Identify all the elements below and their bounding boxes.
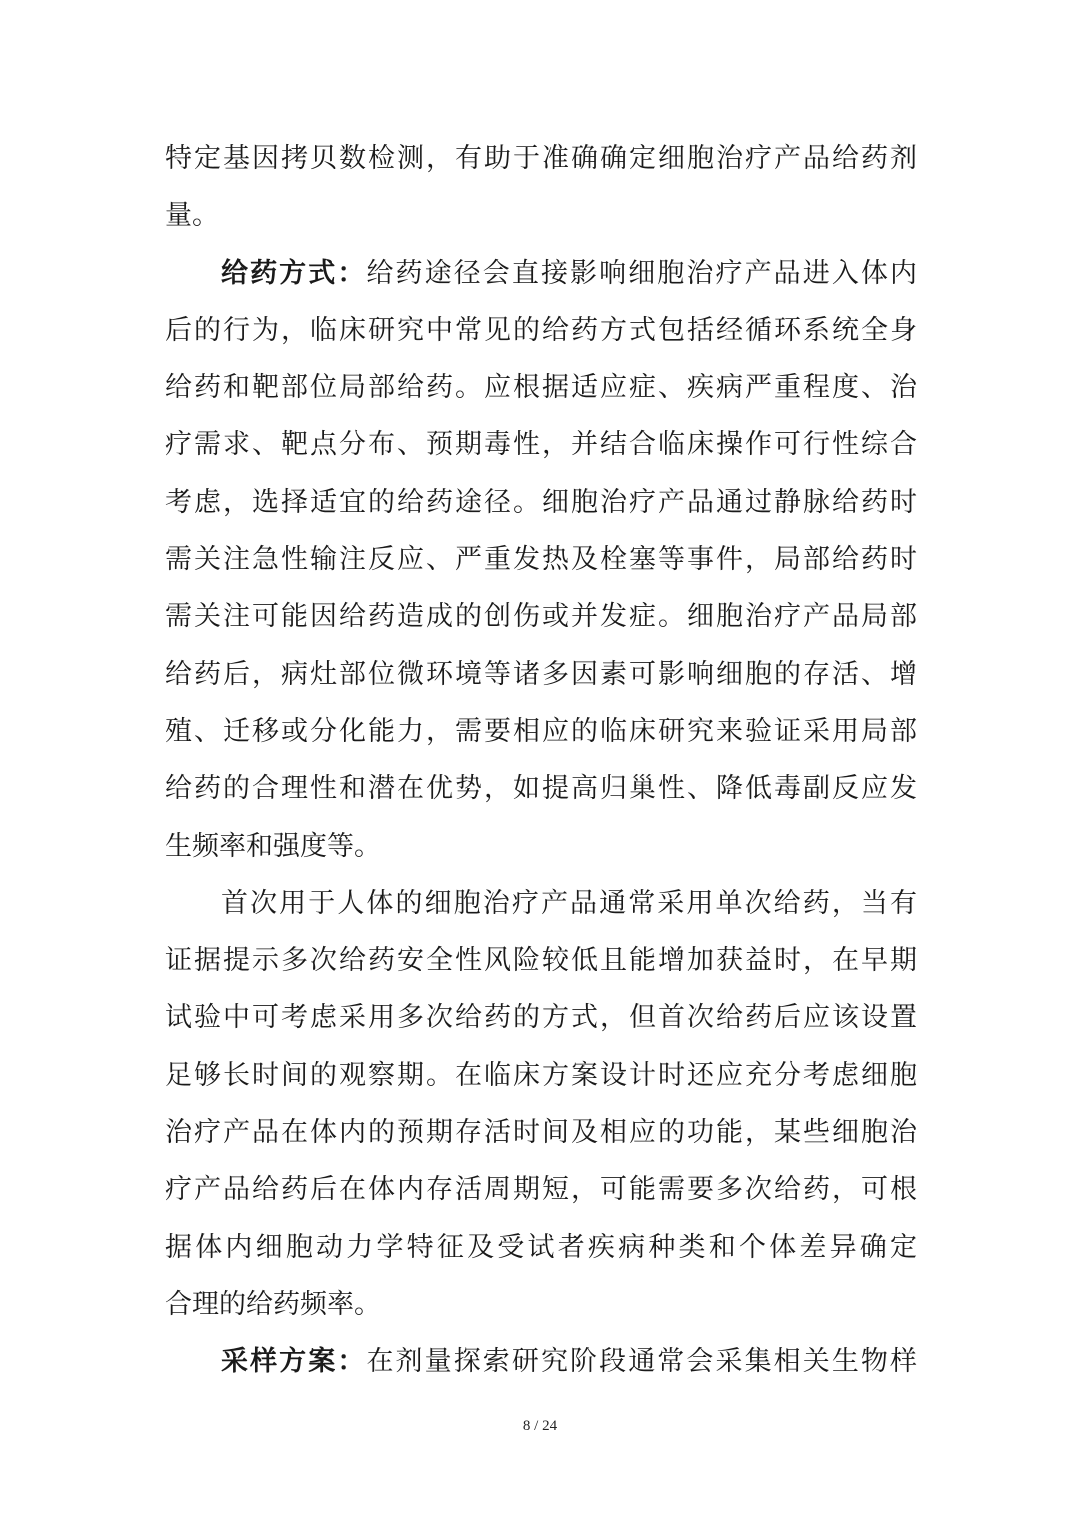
text-line: 给药的合理性和潜在优势，如提高归巢性、降低毒副反应发 — [165, 773, 917, 805]
text-run: 在剂量探索研究阶段通常会采集相关生物样 — [366, 1346, 918, 1378]
text-line: 需关注可能因给药造成的创伤或并发症。细胞治疗产品局部 — [165, 601, 917, 633]
paragraph-first-line — [165, 1333, 917, 1390]
text-line: 疗产品给药后在体内存活周期短，可能需要多次给药，可根 — [165, 1174, 917, 1206]
text-line: 足够长时间的观察期。在临床方案设计时还应充分考虑细胞 — [165, 1059, 917, 1091]
text-line: 治疗产品在体内的预期存活时间及相应的功能，某些细胞治 — [165, 1117, 917, 1149]
text-run: 给药途径会直接影响细胞治疗产品进入体内 — [366, 257, 918, 289]
text-line: 后的行为，临床研究中常见的给药方式包括经循环系统全身 — [165, 314, 917, 346]
text-line: 给药后，病灶部位微环境等诸多因素可影响细胞的存活、增 — [165, 658, 917, 690]
text-line: 试验中可考虑采用多次给药的方式，但首次给药后应该设置 — [165, 1002, 917, 1034]
text-line: 特定基因拷贝数检测，有助于准确确定细胞治疗产品给药剂 — [165, 143, 917, 174]
text-line: 需关注急性输注反应、严重发热及栓塞等事件，局部给药时 — [165, 544, 917, 576]
text-line: 据体内细胞动力学特征及受试者疾病种类和个体差异确定 — [165, 1231, 917, 1263]
text-line: 生频率和强度等。 — [165, 830, 381, 862]
paragraph-first-line: 首次用于人体的细胞治疗产品通常采用单次给药，当有 — [221, 887, 917, 919]
page-number: 8 / 24 — [522, 1418, 558, 1434]
text-line: 合理的给药频率。 — [165, 1288, 381, 1320]
section-heading-sampling-plan: 采样方案： — [221, 1346, 367, 1378]
text-line: 量。 — [165, 200, 219, 232]
text-line: 疗需求、靶点分布、预期毒性，并结合临床操作可行性综合 — [165, 429, 917, 461]
body-text — [165, 130, 917, 1391]
text-line: 给药和靶部位局部给药。应根据适应症、疾病严重程度、治 — [165, 372, 917, 404]
text-line: 考虑，选择适宜的给药途径。细胞治疗产品通过静脉给药时 — [165, 486, 917, 518]
text-line: 殖、迁移或分化能力，需要相应的临床研究来验证采用局部 — [165, 715, 917, 747]
paragraph-first-line — [165, 245, 917, 302]
section-heading-dosing-method: 给药方式： — [221, 257, 367, 289]
text-line: 证据提示多次给药安全性风险较低且能增加获益时，在早期 — [165, 945, 917, 977]
